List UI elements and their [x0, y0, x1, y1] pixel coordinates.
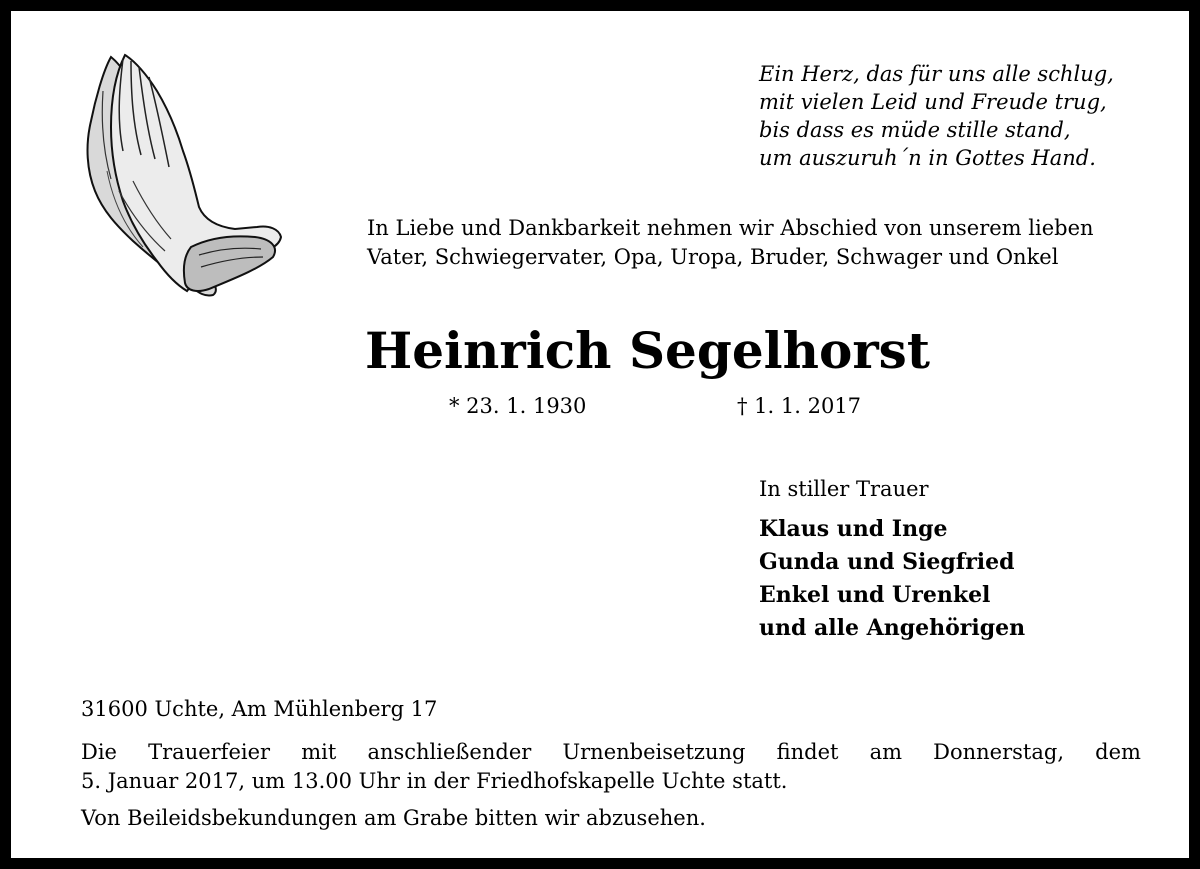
- ceremony-word: findet: [776, 740, 839, 764]
- poem-line: bis dass es müde stille stand,: [759, 118, 1071, 142]
- ceremony-word: dem: [1095, 740, 1141, 764]
- poem-line: mit vielen Leid und Freude trug,: [759, 90, 1107, 114]
- mourner-name: Gunda und Siegfried: [759, 549, 1015, 575]
- condolence-note: Von Beileidsbekundungen am Grabe bitten wir abzusehen.: [81, 806, 706, 830]
- ceremony-word: Urnenbeisetzung: [562, 740, 746, 764]
- address: 31600 Uchte, Am Mühlenberg 17: [81, 697, 438, 721]
- praying-hands-icon: [73, 51, 285, 303]
- ceremony-word: am: [869, 740, 903, 764]
- mourner-name: und alle Angehörigen: [759, 615, 1026, 641]
- ceremony-word: Donnerstag,: [933, 740, 1065, 764]
- deceased-name: Heinrich Segelhorst: [365, 321, 930, 380]
- ceremony-word: Trauerfeier: [148, 740, 271, 764]
- mourner-name: Enkel und Urenkel: [759, 582, 991, 608]
- ceremony-line-1: [81, 738, 1141, 767]
- mourner-name: Klaus und Inge: [759, 516, 948, 542]
- ceremony-word: anschließender: [367, 740, 532, 764]
- intro-line: In Liebe und Dankbarkeit nehmen wir Abschied von unserem lieben: [367, 216, 1094, 240]
- ceremony-notice: [81, 738, 1141, 796]
- poem-line: Ein Herz, das für uns alle schlug,: [759, 62, 1114, 86]
- ceremony-line-2: 5. Januar 2017, um 13.00 Uhr in der Friedhofskapelle Uchte statt.: [81, 769, 788, 793]
- death-date: † 1. 1. 2017: [737, 394, 862, 418]
- poem: [759, 60, 1179, 172]
- intro-line: Vater, Schwiegervater, Opa, Uropa, Bruder, Schwager und Onkel: [367, 245, 1059, 269]
- mourner-list: [759, 513, 1025, 645]
- intro-text: [367, 214, 1167, 272]
- poem-line: um auszuruh´n in Gottes Hand.: [759, 146, 1096, 170]
- ceremony-word: Die: [81, 740, 117, 764]
- mourning-label: In stiller Trauer: [759, 477, 929, 501]
- ceremony-word: mit: [301, 740, 337, 764]
- birth-date: * 23. 1. 1930: [449, 394, 587, 418]
